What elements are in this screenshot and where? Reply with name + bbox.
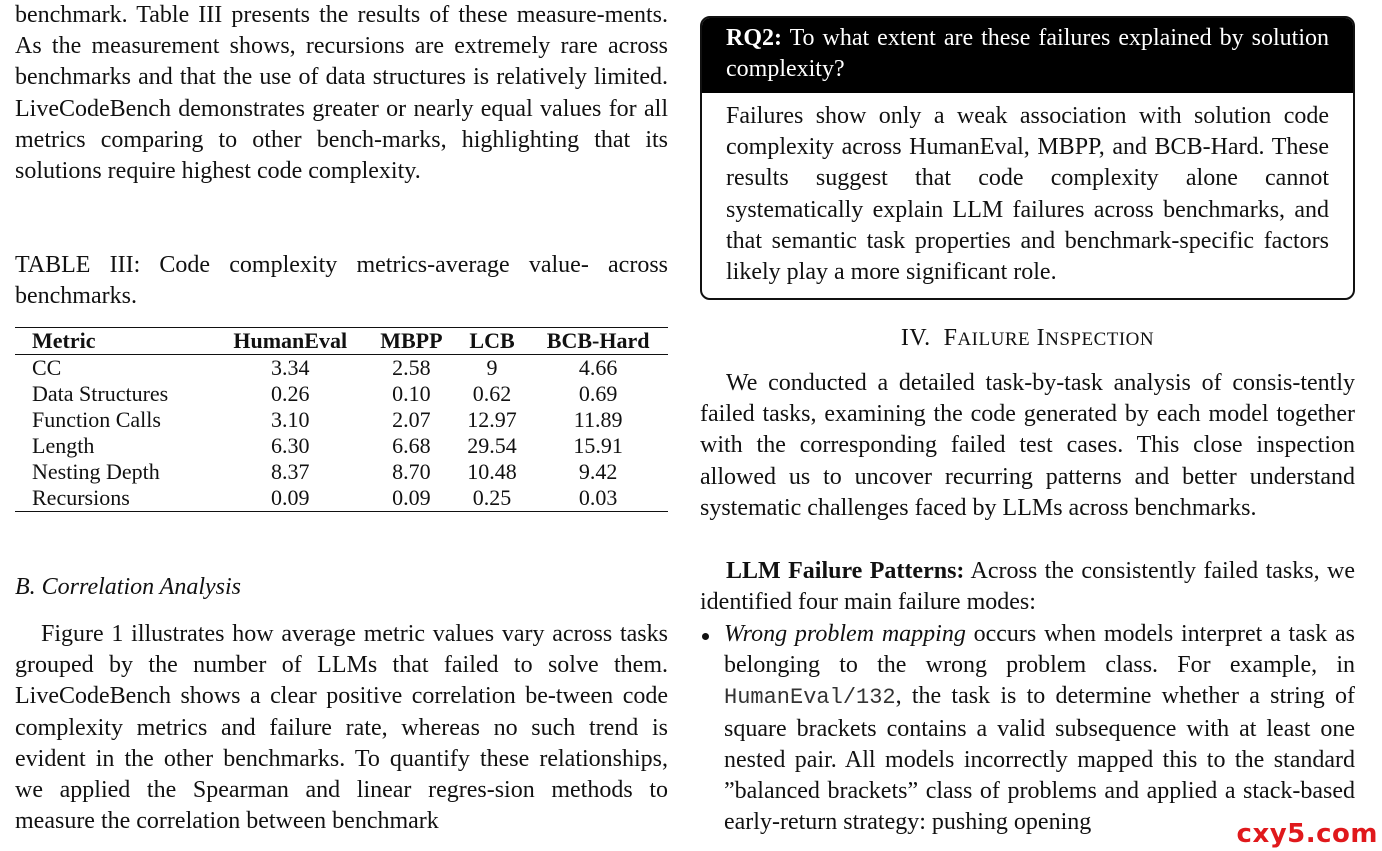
table-header-cell: MBPP xyxy=(380,328,443,353)
watermark-logo: cxy5.com xyxy=(1236,819,1378,849)
table-row xyxy=(15,381,668,407)
rq-box xyxy=(700,16,1355,300)
table-row xyxy=(15,485,668,512)
table-cell: Length xyxy=(32,433,95,458)
section-title-part: NSPECTION xyxy=(1045,329,1155,350)
inspection-paragraph: We conducted a detailed task-by-task analysis of consis-tently failed tasks, examining the code generated by each model together with the corresponding failed test cases. This close inspection allowed us to uncover recurring patterns and better understand systematic challenges faced by LLMs across benchmarks. xyxy=(700,370,1355,521)
rq-label: RQ2: xyxy=(726,25,782,51)
table-cell: 11.89 xyxy=(573,407,623,432)
table-cell: 9.42 xyxy=(578,459,618,484)
section-heading-failure-inspection xyxy=(700,325,1355,352)
rq-question-text: To what extent are these failures explained by solution complexity? xyxy=(726,25,1329,82)
table-cell: 10.48 xyxy=(467,459,517,484)
table-header-cell: LCB xyxy=(469,328,515,353)
table-cell: 0.62 xyxy=(472,381,512,406)
table-cell: 0.26 xyxy=(270,381,310,406)
table-cell: Nesting Depth xyxy=(32,459,160,484)
inline-code: HumanEval/132 xyxy=(724,685,896,711)
table-cell: 2.07 xyxy=(392,407,431,432)
table-cell: 0.10 xyxy=(392,381,431,406)
complexity-table xyxy=(15,327,668,512)
table-cell: Data Structures xyxy=(32,381,169,406)
table-cell: Function Calls xyxy=(32,407,161,432)
table-header-cell: Metric xyxy=(32,328,96,353)
table-cell: 0.09 xyxy=(392,485,431,510)
table-row xyxy=(15,407,668,433)
section-title-part: AILURE xyxy=(957,329,1031,350)
table-header-cell: HumanEval xyxy=(233,328,348,353)
left-column xyxy=(15,0,668,835)
correlation-paragraph: Figure 1 illustrates how average metric values vary across tasks grouped by the number of LLMs that failed to solve them. LiveCodeBench shows a clear positive correlation be-tween code complexity metrics and failure rate, whereas no such trend is evident in the other benchmarks. To quantify these relationships, we applied the Spearman and linear regres-sion methods to measure the correlation between benchmark xyxy=(15,621,668,835)
rq-answer: Failures show only a weak association with solution code complexity across HumanEval, MBPP, and BCB-Hard. These results suggest that code complexity alone cannot systematically explain LLM failures across benchmarks, and that semantic task properties and benchmark-specific factors likely play a more significant role. xyxy=(726,103,1329,286)
failure-patterns-paragraph xyxy=(700,556,1355,618)
table-cell: 4.66 xyxy=(578,355,618,380)
table-cell: 3.10 xyxy=(270,407,310,432)
table-cell: 8.37 xyxy=(270,459,310,484)
table-caption: TABLE III: Code complexity metrics-average value- across benchmarks. xyxy=(15,252,668,310)
bullet-dot-icon xyxy=(702,633,709,640)
table-cell: 3.34 xyxy=(270,355,310,380)
bullet-text-part: , the task is to determine whether a string of square brackets contains a valid subsequence with at least one nested pair. All models incorrectly mapped this to the standard ”balanced brackets” class of problems and applied a stack-based early-return strategy: pushing opening xyxy=(724,683,1355,836)
section-heading-correlation: B. Correlation Analysis xyxy=(15,574,242,600)
rq-question xyxy=(702,18,1353,93)
table-cell: 2.58 xyxy=(392,355,431,380)
table-cell: 8.70 xyxy=(392,459,431,484)
table-cell: Recursions xyxy=(32,485,130,510)
table-header-cell: BCB-Hard xyxy=(546,328,650,353)
failure-patterns-text: Across the consistently failed tasks, we identified four main failure modes: xyxy=(700,558,1355,616)
table-cell: 6.68 xyxy=(392,433,431,458)
table-cell: 0.03 xyxy=(578,485,618,510)
bullet-text xyxy=(724,619,1355,838)
bullet-text-part: occurs when models interpret a task as belonging to the wrong problem class. For example, in xyxy=(724,621,1356,679)
table-header-row xyxy=(15,328,668,355)
failure-patterns-label: LLM Failure Patterns: xyxy=(726,558,965,584)
bullet-item xyxy=(700,619,1355,838)
table-cell: 29.54 xyxy=(467,433,517,458)
table-cell: 6.30 xyxy=(270,433,310,458)
table-cell: CC xyxy=(32,355,62,380)
section-title-initial: F xyxy=(943,325,958,351)
section-number: IV. xyxy=(900,325,931,351)
table-cell: 12.97 xyxy=(467,407,517,432)
table-cell: 0.69 xyxy=(578,381,618,406)
intro-paragraph: benchmark. Table III presents the results of these measure-ments. As the measurement shows, recursions are extremely rare across benchmarks and that the use of data structures is relatively limited. LiveCodeBench demonstrates greater or nearly equal values for all metrics comparing to other bench-marks, highlighting that its solutions require highest code complexity. xyxy=(15,2,668,185)
table-cell: 15.91 xyxy=(573,433,623,458)
table-row xyxy=(15,433,668,459)
table-row xyxy=(15,459,668,485)
bullet-term: Wrong problem mapping xyxy=(724,621,966,647)
table-row xyxy=(15,355,668,382)
table-cell: 0.25 xyxy=(472,485,512,510)
table-cell: 9 xyxy=(486,355,498,380)
table-cell: 0.09 xyxy=(270,485,310,510)
section-title-initial: I xyxy=(1036,325,1046,351)
